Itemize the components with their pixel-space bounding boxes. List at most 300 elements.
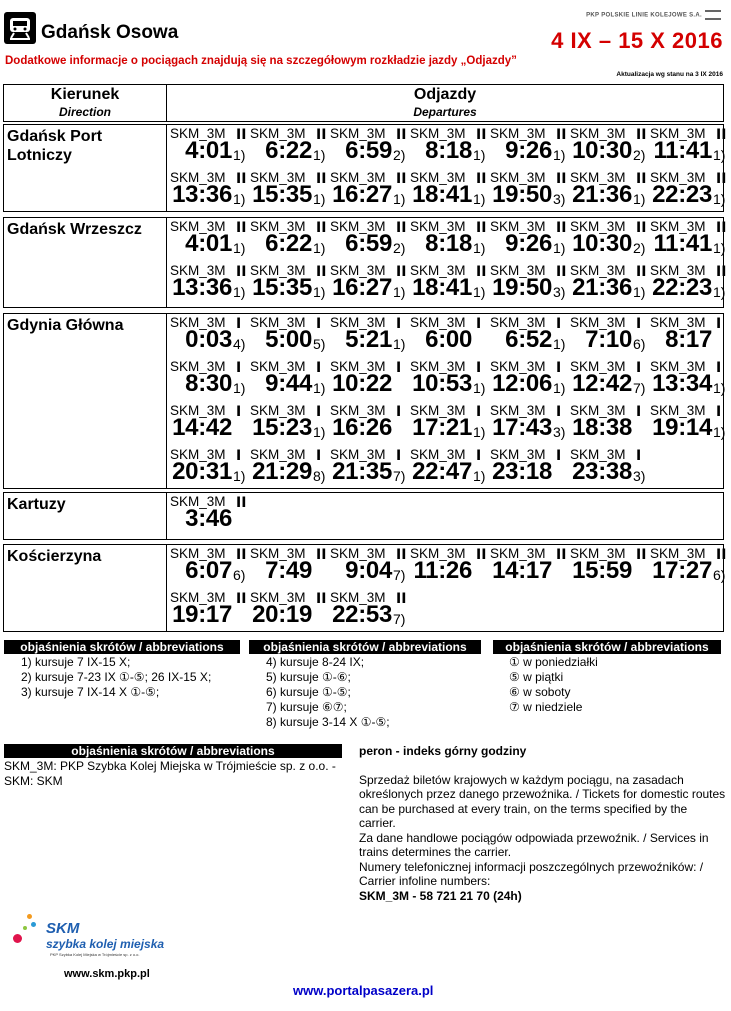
- platform-index: II: [316, 264, 327, 280]
- departure-cell: [169, 358, 249, 400]
- abbreviations-col1: [4, 640, 240, 700]
- departure-cell: [169, 314, 249, 356]
- carrier-code: SKM_3M: [570, 315, 626, 330]
- carrier-code: SKM_3M: [570, 546, 626, 561]
- abbreviation-key: ⑤: [509, 670, 520, 684]
- platform-index: II: [476, 547, 487, 563]
- footnote-marker: 6): [713, 567, 726, 583]
- departure-time: 8:17: [665, 326, 712, 353]
- abbreviation-text: kursuje 3-14 X ①-⑤;: [280, 715, 390, 729]
- abbreviation-key: 5): [266, 670, 277, 684]
- station-name: Gdańsk Osowa: [41, 22, 179, 43]
- footnote-marker: 1): [233, 147, 246, 163]
- footnote-marker: 1): [713, 147, 726, 163]
- carrier-code: SKM_3M: [650, 263, 706, 278]
- departures-subtitle: Departures: [413, 105, 477, 119]
- departure-cell: [409, 169, 489, 211]
- footnote-marker: 1): [233, 284, 246, 300]
- carrier-code: SKM_3M: [170, 494, 226, 509]
- departure-cell: [569, 169, 649, 211]
- carrier-code: SKM_3M: [410, 403, 466, 418]
- departure-cell: [409, 402, 489, 444]
- carrier-code: SKM_3M: [490, 403, 546, 418]
- departure-cell: [569, 358, 649, 400]
- departure-cell: [649, 169, 729, 211]
- platform-index: II: [236, 171, 247, 187]
- departure-time: 22:23: [652, 274, 712, 301]
- abbreviations-title: objaśnienia skrótów / abbreviations: [249, 640, 481, 654]
- platform-index: II: [716, 220, 727, 236]
- platform-index: II: [396, 591, 407, 607]
- infoline-number: SKM_3M - 58 721 21 70 (24h): [359, 888, 522, 903]
- destination-block: [3, 217, 727, 308]
- pkp-logo-text: PKP POLSKIE LINIE KOLEJOWE S.A.: [586, 12, 702, 19]
- carrier-code: SKM_3M: [330, 126, 386, 141]
- departure-time: 13:34: [652, 370, 712, 397]
- carrier-code: SKM_3M: [490, 263, 546, 278]
- platform-index: II: [636, 220, 647, 236]
- platform-index: I: [476, 360, 482, 376]
- departure-cell: [569, 125, 649, 167]
- platform-index: II: [556, 220, 567, 236]
- departure-cell: [649, 262, 729, 304]
- abbreviation-item: [21, 685, 240, 700]
- footnote-marker: 1): [553, 380, 566, 396]
- departure-time: 9:44: [265, 370, 312, 397]
- abbreviation-item: [266, 715, 481, 730]
- departure-cell: [329, 589, 409, 631]
- footnote-marker: 2): [393, 147, 406, 163]
- departure-cell: [169, 402, 249, 444]
- departure-time: 23:38: [572, 458, 632, 485]
- footnote-marker: 1): [473, 240, 486, 256]
- abbreviation-key: 3): [21, 685, 32, 699]
- platform-index: I: [476, 404, 482, 420]
- footnote-marker: 1): [713, 424, 726, 440]
- departure-cell: [329, 402, 409, 444]
- platform-index: I: [556, 448, 562, 464]
- departure-cell: [409, 314, 489, 356]
- carrier-code: SKM_3M: [330, 170, 386, 185]
- departure-cell: [249, 125, 329, 167]
- platform-index: II: [636, 264, 647, 280]
- footnote-marker: 3): [633, 468, 646, 484]
- departure-cell: [249, 218, 329, 260]
- footnote-marker: 1): [393, 191, 406, 207]
- departure-cell: [489, 358, 569, 400]
- departure-time: 19:50: [492, 181, 552, 208]
- update-date: Aktualizacja wg stanu na 3 IX 2016: [616, 71, 723, 78]
- platform-index: II: [636, 547, 647, 563]
- carrier-code: SKM_3M: [490, 315, 546, 330]
- departure-cell: [329, 125, 409, 167]
- departure-cell: [329, 262, 409, 304]
- footnote-marker: 1): [313, 240, 326, 256]
- departure-time: 11:41: [653, 230, 712, 257]
- abbreviation-text: kursuje ①-⑥;: [280, 670, 351, 684]
- departure-cell: [169, 262, 249, 304]
- platform-index: II: [556, 127, 567, 143]
- departure-cell: [409, 218, 489, 260]
- departure-time: 20:19: [252, 601, 312, 628]
- footnote-marker: 1): [713, 380, 726, 396]
- abbreviation-key: ⑦: [509, 700, 520, 714]
- footnote-marker: 3): [553, 191, 566, 207]
- platform-index: I: [716, 316, 722, 332]
- departure-time: 0:03: [185, 326, 232, 353]
- departure-time: 4:01: [185, 137, 232, 164]
- direction-title: Kierunek: [50, 86, 120, 103]
- departure-cell: [329, 545, 409, 587]
- carrier-code: SKM_3M: [490, 359, 546, 374]
- abbreviation-text: w soboty: [523, 685, 571, 699]
- departure-cell: [569, 314, 649, 356]
- departure-time: 12:42: [572, 370, 632, 397]
- departure-time: 9:26: [505, 137, 552, 164]
- departure-time: 23:18: [492, 458, 552, 485]
- platform-index: I: [556, 404, 562, 420]
- carrier-code: SKM_3M: [490, 170, 546, 185]
- platform-index: I: [556, 360, 562, 376]
- carrier-code: SKM_3M: [170, 590, 226, 605]
- carrier-code: SKM_3M: [490, 447, 546, 462]
- carrier-code: SKM_3M: [170, 546, 226, 561]
- footnote-marker: 2): [393, 240, 406, 256]
- carrier-code: SKM_3M: [410, 447, 466, 462]
- platform-index: II: [236, 220, 247, 236]
- platform-index: II: [236, 127, 247, 143]
- destination-name: Gdańsk Wrzeszcz: [7, 221, 142, 238]
- departure-time: 19:17: [172, 601, 232, 628]
- departure-time: 19:14: [652, 414, 712, 441]
- platform-index: II: [716, 547, 727, 563]
- departure-cell: [649, 314, 729, 356]
- departure-cell: [329, 218, 409, 260]
- platform-index: I: [636, 448, 642, 464]
- departure-cell: [249, 314, 329, 356]
- carrier-code: SKM_3M: [410, 359, 466, 374]
- platform-index: II: [556, 171, 567, 187]
- carrier-code: SKM_3M: [330, 263, 386, 278]
- departure-cell: [409, 125, 489, 167]
- departure-cell: [489, 402, 569, 444]
- platform-index: II: [476, 127, 487, 143]
- platform-index: I: [476, 316, 482, 332]
- departure-cell: [569, 545, 649, 587]
- carrier-code: SKM_3M: [330, 219, 386, 234]
- abbreviation-text: w poniedziałki: [523, 655, 598, 669]
- direction-subtitle: Direction: [58, 105, 111, 119]
- departure-cell: [569, 218, 649, 260]
- abbreviations-col2: [249, 640, 481, 730]
- departure-cell: [649, 358, 729, 400]
- departure-cell: [329, 358, 409, 400]
- platform-index: I: [556, 316, 562, 332]
- carrier-code: SKM_3M: [250, 359, 306, 374]
- platform-note: peron - indeks górny godziny: [359, 744, 527, 758]
- platform-index: I: [316, 316, 322, 332]
- departure-cell: [249, 589, 329, 631]
- abbreviation-item: [266, 685, 481, 700]
- platform-index: II: [556, 547, 567, 563]
- carrier-code: SKM_3M: [250, 590, 306, 605]
- departure-time: 14:17: [492, 557, 552, 584]
- abbreviation-item: [509, 670, 721, 685]
- carrier-code: SKM_3M: [330, 590, 386, 605]
- departure-time: 9:26: [505, 230, 552, 257]
- platform-index: I: [636, 360, 642, 376]
- abbreviation-item: [266, 670, 481, 685]
- departure-cell: [249, 446, 329, 488]
- departure-cell: [169, 545, 249, 587]
- footnote-marker: 2): [633, 240, 646, 256]
- abbreviation-text: kursuje ①-⑤;: [280, 685, 351, 699]
- abbreviation-text: kursuje ⑥⑦;: [280, 700, 347, 714]
- platform-index: I: [316, 404, 322, 420]
- footnote-marker: 1): [473, 284, 486, 300]
- platform-index: II: [236, 547, 247, 563]
- carrier-code: SKM_3M: [570, 403, 626, 418]
- departure-time: 6:59: [345, 137, 392, 164]
- carrier-code: SKM_3M: [250, 447, 306, 462]
- footnote-marker: 1): [713, 191, 726, 207]
- skm-company-line: PKP Szybka Kolej Miejska w Trójmieście sp. z o.o.: [50, 952, 140, 957]
- abbreviation-text: w niedziele: [523, 700, 583, 714]
- departure-time: 16:27: [332, 274, 392, 301]
- footnote-marker: 1): [713, 240, 726, 256]
- departure-time: 21:36: [572, 274, 632, 301]
- infoline-heading: Numery telefonicznej informacji poszczególnych przewoźników: / Carrier infoline numbers:: [359, 859, 704, 888]
- abbreviation-text: kursuje 8-24 IX;: [280, 655, 365, 669]
- departure-time: 15:35: [252, 181, 312, 208]
- platform-index: I: [636, 404, 642, 420]
- carrier-code: SKM_3M: [410, 263, 466, 278]
- footnote-marker: 1): [233, 191, 246, 207]
- departure-time: 10:30: [572, 230, 632, 257]
- carrier-code: SKM_3M: [250, 403, 306, 418]
- destination-block: [3, 124, 727, 212]
- abbreviation-text: kursuje 7 IX-14 X ①-⑤;: [35, 685, 160, 699]
- departure-cell: [649, 125, 729, 167]
- footnote-marker: 1): [553, 147, 566, 163]
- carrier-code: SKM_3M: [250, 170, 306, 185]
- abbreviation-text: kursuje 7 IX-15 X;: [35, 655, 131, 669]
- carrier-code: SKM_3M: [650, 359, 706, 374]
- departure-time: 8:18: [425, 230, 472, 257]
- departure-time: 10:22: [332, 370, 392, 397]
- departure-time: 21:35: [332, 458, 392, 485]
- footnote-marker: 1): [633, 284, 646, 300]
- platform-index: II: [636, 127, 647, 143]
- carrier-code: SKM_3M: [170, 263, 226, 278]
- departure-time: 15:59: [572, 557, 632, 584]
- departure-time: 17:27: [652, 557, 712, 584]
- carrier-code: SKM_3M: [570, 219, 626, 234]
- departure-time: 6:00: [425, 326, 472, 353]
- departure-time: 6:52: [505, 326, 552, 353]
- abbreviation-item: [509, 685, 721, 700]
- footnote-marker: 1): [393, 284, 406, 300]
- carrier-code: SKM_3M: [570, 126, 626, 141]
- departure-time: 20:31: [172, 458, 232, 485]
- departure-time: 10:53: [412, 370, 472, 397]
- carrier-code: SKM_3M: [410, 315, 466, 330]
- platform-index: I: [316, 360, 322, 376]
- skm-logo: [10, 912, 210, 962]
- departure-cell: [569, 262, 649, 304]
- abbreviation-key: ①: [509, 655, 520, 669]
- carrier-code: SKM_3M: [490, 126, 546, 141]
- platform-index: I: [236, 316, 242, 332]
- footnote-marker: 2): [633, 147, 646, 163]
- footnote-marker: 7): [393, 611, 406, 627]
- carrier-info: Za dane handlowe pociągów odpowiada przewoźnik. / Services in trains determines the carrier.: [359, 830, 709, 859]
- abbreviation-key: 7): [266, 700, 277, 714]
- footnote-marker: 1): [393, 336, 406, 352]
- departure-cell: [569, 402, 649, 444]
- destination-name: Gdynia Główna: [7, 317, 124, 334]
- details-notice: Dodatkowe informacje o pociągach znajdują się na szczegółowym rozkładzie jazdy „Odjazdy”: [5, 55, 517, 67]
- platform-index: I: [236, 448, 242, 464]
- footnote-marker: 1): [233, 380, 246, 396]
- abbreviation-key: 1): [21, 655, 32, 669]
- footnote-marker: 1): [313, 284, 326, 300]
- platform-index: I: [236, 404, 242, 420]
- passenger-info: [359, 744, 727, 903]
- departure-time: 11:41: [653, 137, 712, 164]
- carrier-code: SKM_3M: [330, 546, 386, 561]
- skm-subtitle: szybka kolej miejska: [46, 937, 165, 951]
- platform-index: II: [716, 127, 727, 143]
- departure-time: 19:50: [492, 274, 552, 301]
- footnote-marker: 1): [633, 191, 646, 207]
- carrier-abbreviation-text: SKM_3M: PKP Szybka Kolej Miejska w Trójmieście sp. z o.o. - SKM: SKM: [4, 759, 336, 788]
- departure-cell: [169, 125, 249, 167]
- departure-cell: [169, 169, 249, 211]
- portal-website[interactable]: www.portalpasazera.pl: [293, 983, 434, 998]
- departure-cell: [489, 446, 569, 488]
- platform-index: II: [236, 591, 247, 607]
- departure-cell: [409, 545, 489, 587]
- abbreviations-title: objaśnienia skrótów / abbreviations: [493, 640, 721, 654]
- departure-time: 3:46: [185, 505, 232, 532]
- departure-cell: [169, 218, 249, 260]
- timetable-header: [3, 84, 724, 122]
- abbreviation-key: 6): [266, 685, 277, 699]
- carrier-code: SKM_3M: [250, 315, 306, 330]
- departure-cell: [489, 262, 569, 304]
- footnote-marker: 1): [313, 191, 326, 207]
- footnote-marker: 6): [233, 567, 246, 583]
- departure-time: 6:59: [345, 230, 392, 257]
- footnote-marker: 1): [313, 147, 326, 163]
- platform-index: II: [396, 171, 407, 187]
- destination-block: [3, 544, 727, 632]
- carrier-code: SKM_3M: [410, 170, 466, 185]
- abbreviation-item: [21, 670, 240, 685]
- footnote-marker: 7): [633, 380, 646, 396]
- departure-cell: [649, 545, 729, 587]
- departure-cell: [169, 493, 249, 535]
- footnote-marker: 1): [473, 191, 486, 207]
- departure-time: 15:23: [252, 414, 312, 441]
- footnote-marker: 3): [553, 424, 566, 440]
- departure-cell: [569, 446, 649, 488]
- abbreviation-item: [266, 655, 481, 670]
- destination-block: [3, 492, 724, 540]
- footnote-marker: 1): [233, 468, 246, 484]
- platform-index: II: [396, 264, 407, 280]
- departure-time: 18:41: [412, 181, 472, 208]
- carrier-code: SKM_3M: [170, 447, 226, 462]
- abbreviation-text: kursuje 7-23 IX ①-⑤; 26 IX-15 X;: [35, 670, 212, 684]
- departure-cell: [409, 358, 489, 400]
- departure-time: 21:29: [252, 458, 312, 485]
- departure-time: 12:06: [492, 370, 552, 397]
- departure-cell: [489, 218, 569, 260]
- departure-time: 6:22: [265, 230, 312, 257]
- departure-time: 9:04: [345, 557, 392, 584]
- departure-time: 22:23: [652, 181, 712, 208]
- departure-cell: [329, 314, 409, 356]
- abbreviations-col3: [493, 640, 721, 715]
- footnote-marker: 3): [553, 284, 566, 300]
- carrier-code: SKM_3M: [410, 219, 466, 234]
- carrier-code: SKM_3M: [330, 359, 386, 374]
- abbreviation-key: 2): [21, 670, 32, 684]
- carrier-code: SKM_3M: [250, 219, 306, 234]
- platform-index: II: [636, 171, 647, 187]
- footnote-marker: 1): [473, 468, 486, 484]
- carrier-abbreviations: [4, 744, 342, 788]
- platform-index: II: [476, 264, 487, 280]
- carrier-code: SKM_3M: [170, 126, 226, 141]
- platform-index: II: [316, 127, 327, 143]
- departure-time: 11:26: [413, 557, 472, 584]
- footnote-marker: 7): [393, 468, 406, 484]
- platform-index: II: [556, 264, 567, 280]
- departure-time: 13:36: [172, 181, 232, 208]
- destination-name: Kartuzy: [7, 496, 66, 513]
- footnote-marker: 5): [313, 336, 326, 352]
- platform-index: I: [716, 404, 722, 420]
- skm-website[interactable]: www.skm.pkp.pl: [64, 968, 150, 980]
- departure-cell: [169, 589, 249, 631]
- footnote-marker: 1): [473, 147, 486, 163]
- departure-cell: [249, 358, 329, 400]
- footnote-marker: 8): [313, 468, 326, 484]
- platform-index: II: [396, 220, 407, 236]
- carrier-code: SKM_3M: [490, 219, 546, 234]
- footnote-marker: 1): [313, 380, 326, 396]
- departure-cell: [329, 446, 409, 488]
- departure-time: 5:00: [265, 326, 312, 353]
- platform-index: II: [316, 547, 327, 563]
- carrier-code: SKM_3M: [170, 219, 226, 234]
- footnote-marker: 7): [393, 567, 406, 583]
- departure-time: 10:30: [572, 137, 632, 164]
- carrier-code: SKM_3M: [330, 447, 386, 462]
- departure-time: 16:26: [332, 414, 392, 441]
- platform-index: II: [476, 220, 487, 236]
- departures-title: Odjazdy: [413, 86, 477, 103]
- platform-index: I: [476, 448, 482, 464]
- footnote-marker: 1): [713, 284, 726, 300]
- carrier-code: SKM_3M: [170, 315, 226, 330]
- carrier-code: SKM_3M: [250, 126, 306, 141]
- abbreviation-item: [266, 700, 481, 715]
- departure-time: 7:49: [265, 557, 312, 584]
